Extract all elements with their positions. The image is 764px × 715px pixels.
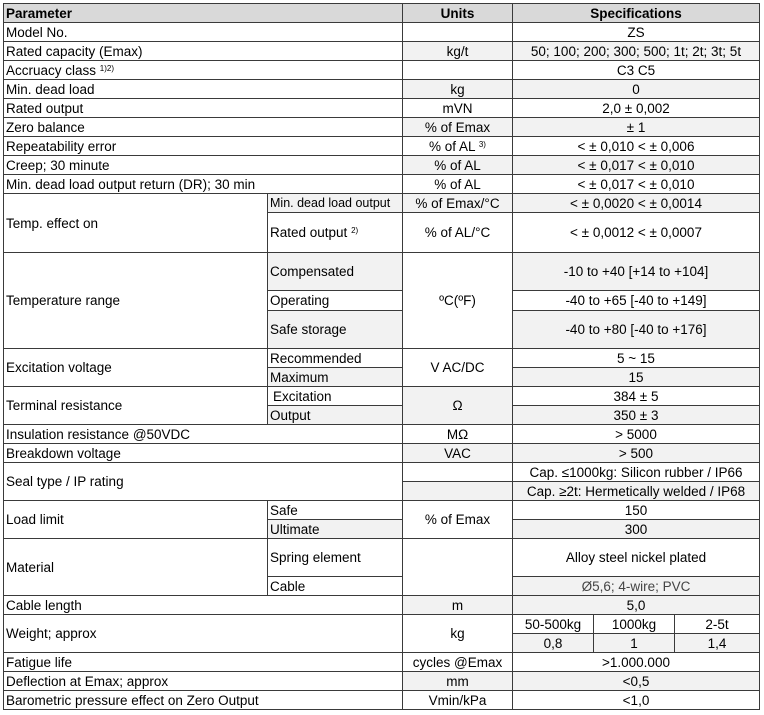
- table-row: [4, 653, 760, 672]
- table-row: [4, 194, 760, 213]
- unit-cable-length: m: [403, 596, 513, 615]
- unit-rated-output: mVN: [403, 99, 513, 118]
- value-insulation: > 5000: [513, 425, 760, 444]
- weight-col-50-500kg: 50-500kg: [513, 615, 594, 634]
- unit-insulation: MΩ: [403, 425, 513, 444]
- table-row: [4, 23, 760, 42]
- unit-terminal: Ω: [403, 387, 513, 425]
- table-row: [4, 615, 760, 634]
- unit-creep: % of AL: [403, 156, 513, 175]
- value-creep: < ± 0,017 < ± 0,010: [513, 156, 760, 175]
- param-repeatability: Repeatability error: [4, 137, 403, 156]
- weight-val-2-5t: 1,4: [675, 634, 760, 653]
- value-dead-load: 0: [513, 80, 760, 99]
- value-terminal-excitation: 384 ± 5: [513, 387, 760, 406]
- value-rated-output: 2,0 ± 0,002: [513, 99, 760, 118]
- unit-seal-1: [403, 463, 513, 482]
- unit-repeatability: [403, 137, 513, 156]
- table-row: [4, 596, 760, 615]
- value-operating: -40 to +65 [-40 to +149]: [513, 291, 760, 311]
- sub-rated-output: [268, 213, 403, 253]
- value-safe: 150: [513, 501, 760, 520]
- value-accuracy: C3 C5: [513, 61, 760, 80]
- param-fatigue: Fatigue life: [4, 653, 403, 672]
- value-compensated: -10 to +40 [+14 to +104]: [513, 253, 760, 291]
- table-row: [4, 118, 760, 137]
- table-row: [4, 99, 760, 118]
- param-accuracy-note: 1)2): [99, 63, 115, 73]
- value-seal-2: Cap. ≥2t: Hermetically welded / IP68: [513, 482, 760, 501]
- value-maximum: 15: [513, 368, 760, 387]
- value-seal-1: Cap. ≤1000kg: Silicon rubber / IP66: [513, 463, 760, 482]
- value-safe-storage: -40 to +80 [-40 to +176]: [513, 311, 760, 349]
- value-zero-balance: ± 1: [513, 118, 760, 137]
- param-accuracy: [4, 61, 403, 80]
- table-row: [4, 61, 760, 80]
- weight-val-50-500kg: 0,8: [513, 634, 594, 653]
- unit-accuracy: [403, 61, 513, 80]
- sub-recommended: Recommended: [268, 349, 403, 368]
- table-row: [4, 672, 760, 691]
- header-parameter: Parameter: [4, 4, 403, 23]
- param-temp-range: Temperature range: [4, 253, 268, 349]
- unit-model: [403, 23, 513, 42]
- param-material: Material: [4, 539, 268, 596]
- table-row: [4, 425, 760, 444]
- sub-maximum: Maximum: [268, 368, 403, 387]
- header-units: Units: [403, 4, 513, 23]
- value-breakdown: > 500: [513, 444, 760, 463]
- unit-capacity: kg/t: [403, 42, 513, 61]
- unit-repeatability-label: % of AL: [429, 138, 476, 154]
- sub-ultimate: Ultimate: [268, 520, 403, 539]
- param-breakdown: Breakdown voltage: [4, 444, 403, 463]
- weight-val-1000kg: 1: [594, 634, 675, 653]
- unit-temp-range: ºC(ºF): [403, 253, 513, 349]
- value-cable-length: 5,0: [513, 596, 760, 615]
- weight-col-1000kg: 1000kg: [594, 615, 675, 634]
- unit-breakdown: VAC: [403, 444, 513, 463]
- sub-excitation: Excitation: [268, 387, 403, 406]
- param-weight: Weight; approx: [4, 615, 403, 653]
- table-row: [4, 501, 760, 520]
- value-spring-element: Alloy steel nickel plated: [513, 539, 760, 577]
- param-deflection: Deflection at Emax; approx: [4, 672, 403, 691]
- table-row: [4, 253, 760, 291]
- value-capacity: 50; 100; 200; 300; 500; 1t; 2t; 3t; 5t: [513, 42, 760, 61]
- unit-temp-effect-rated: % of AL/°C: [403, 213, 513, 253]
- unit-fatigue: cycles @Emax: [403, 653, 513, 672]
- table-row: [4, 80, 760, 99]
- param-rated-output: Rated output: [4, 99, 403, 118]
- unit-dr: % of AL: [403, 175, 513, 194]
- param-accuracy-label: Accruacy class: [6, 62, 97, 78]
- unit-zero-balance: % of Emax: [403, 118, 513, 137]
- table-row: [4, 387, 760, 406]
- value-cable: Ø5,6; 4-wire; PVC: [513, 577, 760, 596]
- table-row: [4, 175, 760, 194]
- sub-spring-element: Spring element: [268, 539, 403, 577]
- header-row: [4, 4, 760, 23]
- sub-compensated: Compensated: [268, 253, 403, 291]
- value-repeatability: < ± 0,010 < ± 0,006: [513, 137, 760, 156]
- value-recommended: 5 ~ 15: [513, 349, 760, 368]
- value-temp-effect-rated: < ± 0,0012 < ± 0,0007: [513, 213, 760, 253]
- param-seal: Seal type / IP rating: [4, 463, 403, 501]
- param-dead-load: Min. dead load: [4, 80, 403, 99]
- table-row: [4, 349, 760, 368]
- table-row: [4, 137, 760, 156]
- sub-rated-output-note: 2): [351, 226, 359, 235]
- param-excitation: Excitation voltage: [4, 349, 268, 387]
- param-barometric: Barometric pressure effect on Zero Output: [4, 691, 403, 710]
- unit-material: [403, 539, 513, 596]
- param-model: Model No.: [4, 23, 403, 42]
- header-specifications: Specifications: [513, 4, 760, 23]
- param-capacity: Rated capacity (Emax): [4, 42, 403, 61]
- sub-safe: Safe: [268, 501, 403, 520]
- sub-min-dead-load-output: Min. dead load output: [268, 194, 403, 213]
- unit-excitation: V AC/DC: [403, 349, 513, 387]
- table-row: [4, 539, 760, 577]
- unit-dead-load: kg: [403, 80, 513, 99]
- value-terminal-output: 350 ± 3: [513, 406, 760, 425]
- value-ultimate: 300: [513, 520, 760, 539]
- unit-repeatability-note: 3): [478, 139, 486, 149]
- unit-temp-effect-min-dead: % of Emax/°C: [403, 194, 513, 213]
- unit-seal-2: [403, 482, 513, 501]
- sub-output: Output: [268, 406, 403, 425]
- value-temp-effect-min-dead: < ± 0,0020 < ± 0,0014: [513, 194, 760, 213]
- unit-load-limit: % of Emax: [403, 501, 513, 539]
- sub-rated-output-label: Rated output: [270, 225, 348, 240]
- specifications-table: [3, 3, 760, 710]
- sub-safe-storage: Safe storage: [268, 311, 403, 349]
- value-deflection: <0,5: [513, 672, 760, 691]
- param-insulation: Insulation resistance @50VDC: [4, 425, 403, 444]
- param-terminal: Terminal resistance: [4, 387, 268, 425]
- unit-deflection: mm: [403, 672, 513, 691]
- sub-operating: Operating: [268, 291, 403, 311]
- table-row: [4, 42, 760, 61]
- table-row: [4, 691, 760, 710]
- value-barometric: <1,0: [513, 691, 760, 710]
- value-fatigue: >1.000.000: [513, 653, 760, 672]
- table-row: [4, 444, 760, 463]
- table-row: [4, 463, 760, 482]
- sub-cable: Cable: [268, 577, 403, 596]
- table-row: [4, 156, 760, 175]
- param-cable-length: Cable length: [4, 596, 403, 615]
- param-creep: Creep; 30 minute: [4, 156, 403, 175]
- param-load-limit: Load limit: [4, 501, 268, 539]
- param-dr: Min. dead load output return (DR); 30 min: [4, 175, 403, 194]
- unit-weight: kg: [403, 615, 513, 653]
- value-dr: < ± 0,017 < ± 0,010: [513, 175, 760, 194]
- value-model: ZS: [513, 23, 760, 42]
- param-zero-balance: Zero balance: [4, 118, 403, 137]
- unit-barometric: Vmin/kPa: [403, 691, 513, 710]
- param-temp-effect: Temp. effect on: [4, 194, 268, 253]
- weight-col-2-5t: 2-5t: [675, 615, 760, 634]
